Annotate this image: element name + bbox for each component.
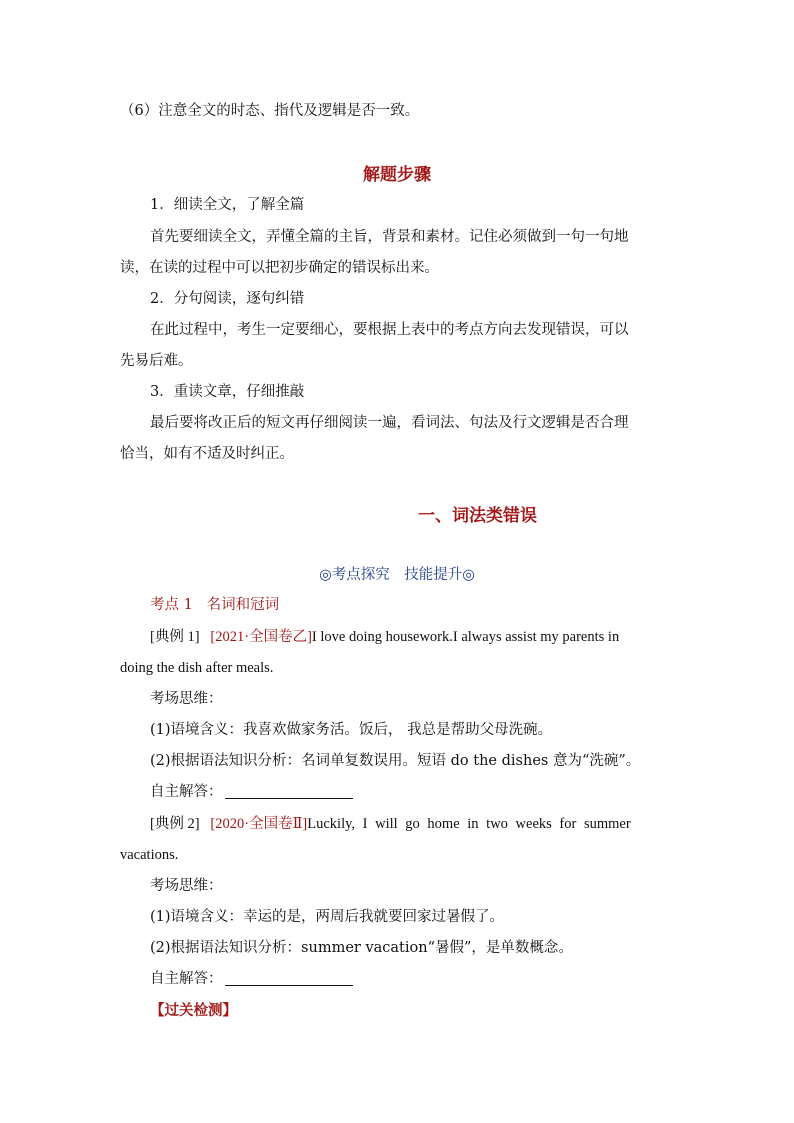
example1-thinking-label: 考场思维： — [150, 691, 223, 707]
example1-answer-label: 自主解答： — [150, 784, 223, 800]
step2-body-line1: 在此过程中，考生一定要细心，要根据上表中的考点方向去发现错误，可以 — [150, 322, 629, 338]
point-6: （6）注意全文的时态、指代及逻辑是否一致。 — [120, 103, 420, 119]
example2-text-line1: Luckily, I will go home in two weeks for summer — [307, 816, 631, 832]
step1-body-line2: 读，在读的过程中可以把初步确定的错误标出来。 — [120, 260, 439, 276]
example1-source: [2021·全国卷乙] — [210, 629, 312, 645]
check-title: 【过关检测】 — [150, 1002, 237, 1019]
part-one-heading: 一、词法类错误 — [418, 506, 537, 526]
kaodian-name: 名词和冠词 — [206, 597, 280, 613]
example2-thinking-label: 考场思维： — [150, 878, 223, 894]
step3-body-line1: 最后要将改正后的短文再仔细阅读一遍，看词法、句法及行文逻辑是否合理 — [150, 415, 629, 431]
example2-answer-label: 自主解答： — [150, 971, 223, 987]
step1-body-line1: 首先要细读全文，弄懂全篇的主旨，背景和素材。记住必须做到一句一句地 — [150, 229, 629, 245]
kaodian-1 — [150, 595, 279, 615]
step3-title: 3．重读文章，仔细推敲 — [150, 384, 305, 400]
example1-point2: (2)根据语法知识分析：名词单复数误用。短语 do the dishes 意为“洗碗”。 — [150, 753, 641, 769]
example2-text-line2: vacations. — [120, 847, 179, 863]
example2-point1: (1)语境含义：幸运的是，两周后我就要回家过暑假了。 — [150, 909, 505, 925]
example1-answer-blank[interactable] — [225, 782, 353, 799]
step1-title: 1．细读全文，了解全篇 — [150, 197, 305, 213]
example2-label: [典例 2] — [150, 816, 200, 832]
example1-answer — [150, 782, 353, 802]
example2-answer — [150, 969, 353, 989]
section-banner: ◎考点探究 技能提升◎ — [319, 567, 475, 583]
example1-label: [典例 1] — [150, 629, 200, 645]
example2-answer-blank[interactable] — [225, 969, 353, 986]
example1-point1: (1)语境含义：我喜欢做家务活。饭后， 我总是帮助父母洗碗。 — [150, 722, 553, 738]
step3-body-line2: 恰当，如有不适及时纠正。 — [120, 446, 294, 462]
example1-text-line1: I love doing housework.I always assist my parents in — [311, 629, 620, 645]
step2-title: 2．分句阅读，逐句纠错 — [150, 291, 305, 307]
step2-body-line2: 先易后难。 — [120, 353, 193, 369]
example1-line1 — [150, 627, 672, 647]
steps-heading: 解题步骤 — [363, 165, 431, 185]
example2-source: [2020·全国卷Ⅱ] — [210, 816, 308, 832]
example2-line1 — [150, 814, 631, 834]
kaodian-label: 考点 1 — [150, 597, 193, 613]
example1-text-line2: doing the dish after meals. — [120, 660, 274, 676]
example2-point2: (2)根据语法知识分析：summer vacation“暑假”，是单数概念。 — [150, 940, 573, 956]
